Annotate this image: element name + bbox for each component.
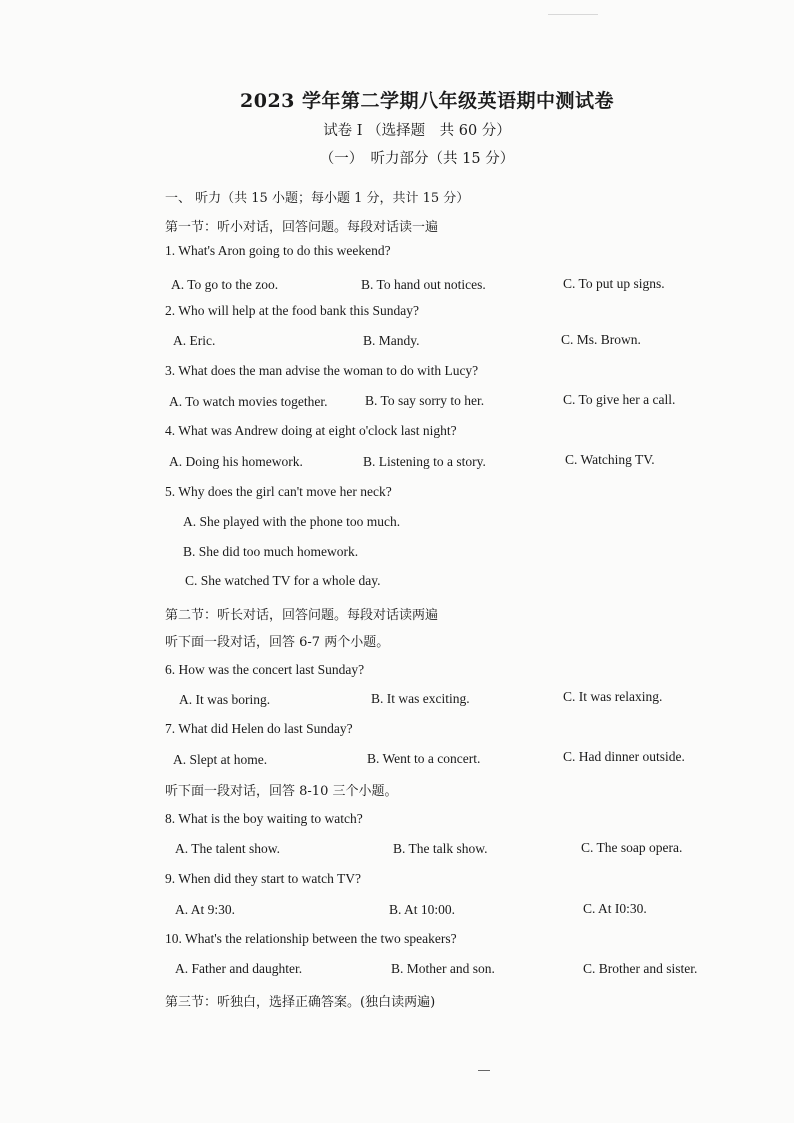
q9-option-c: C. At I0:30. (583, 901, 647, 916)
q8-option-a: A. The talent show. (175, 841, 280, 856)
note-6-7: 听下面一段对话，回答 6-7 两个小题。 (165, 635, 390, 650)
q3-option-c: C. To give her a call. (563, 392, 676, 407)
q10-option-c: C. Brother and sister. (583, 961, 698, 976)
question-6: 6. How was the concert last Sunday? (165, 662, 365, 677)
q8-option-c: C. The soap opera. (581, 840, 683, 855)
q9-option-b: B. At 10:00. (389, 902, 456, 917)
question-3: 3. What does the man advise the woman to do with Lucy? (165, 363, 479, 378)
section-main-heading: 一、 听力（共 15 小题；每小题 1 分，共计 15 分） (165, 191, 470, 206)
question-8: 8. What is the boy waiting to watch? (165, 811, 363, 826)
q9-option-a: A. At 9:30. (175, 902, 236, 917)
q6-option-c: C. It was relaxing. (563, 689, 663, 704)
q7-option-a: A. Slept at home. (173, 752, 268, 767)
section1-heading: 第一节：听小对话，回答问题。每段对话读一遍 (165, 220, 439, 235)
scan-mark-bottom (478, 1070, 490, 1071)
q5-option-b: B. She did too much homework. (183, 544, 359, 559)
q4-option-b: B. Listening to a story. (363, 454, 486, 469)
q3-option-a: A. To watch movies together. (169, 394, 328, 409)
q2-option-c: C. Ms. Brown. (561, 332, 641, 347)
scan-mark (548, 14, 598, 15)
q5-option-a: A. She played with the phone too much. (183, 514, 401, 529)
q4-option-a: A. Doing his homework. (169, 454, 303, 469)
q2-option-a: A. Eric. (173, 333, 216, 348)
note-8-10: 听下面一段对话，回答 8-10 三个小题。 (165, 784, 398, 799)
section3-heading: 第三节：听独白，选择正确答案。(独白读两遍) (165, 995, 436, 1010)
question-5: 5. Why does the girl can't move her neck? (165, 484, 392, 499)
q6-option-b: B. It was exciting. (371, 691, 470, 706)
question-9: 9. When did they start to watch TV? (165, 871, 361, 886)
section2-heading: 第二节：听长对话，回答问题。每段对话读两遍 (165, 608, 439, 623)
question-1: 1. What's Aron going to do this weekend? (165, 243, 391, 258)
question-2: 2. Who will help at the food bank this Sunday? (165, 303, 419, 318)
q5-option-c: C. She watched TV for a whole day. (185, 573, 381, 588)
q8-option-b: B. The talk show. (393, 841, 488, 856)
q6-option-a: A. It was boring. (179, 692, 271, 707)
q4-option-c: C. Watching TV. (565, 452, 655, 467)
question-10: 10. What's the relationship between the two speakers? (165, 931, 457, 946)
question-7: 7. What did Helen do last Sunday? (165, 721, 353, 736)
q10-option-b: B. Mother and son. (391, 961, 495, 976)
q7-option-b: B. Went to a concert. (367, 751, 481, 766)
q1-option-b: B. To hand out notices. (361, 277, 486, 292)
paper-subtitle: 试卷 I （选择题 共 60 分） (323, 123, 511, 139)
q1-option-c: C. To put up signs. (563, 276, 665, 291)
q3-option-b: B. To say sorry to her. (365, 393, 485, 408)
question-4: 4. What was Andrew doing at eight o'clock last night? (165, 423, 457, 438)
part-subtitle: （一） 听力部分（共 15 分） (319, 151, 515, 167)
page-title: 2023 学年第二学期八年级英语期中测试卷 (240, 90, 614, 112)
q2-option-b: B. Mandy. (363, 333, 420, 348)
q1-option-a: A. To go to the zoo. (171, 277, 279, 292)
q7-option-c: C. Had dinner outside. (563, 749, 685, 764)
q10-option-a: A. Father and daughter. (175, 961, 303, 976)
